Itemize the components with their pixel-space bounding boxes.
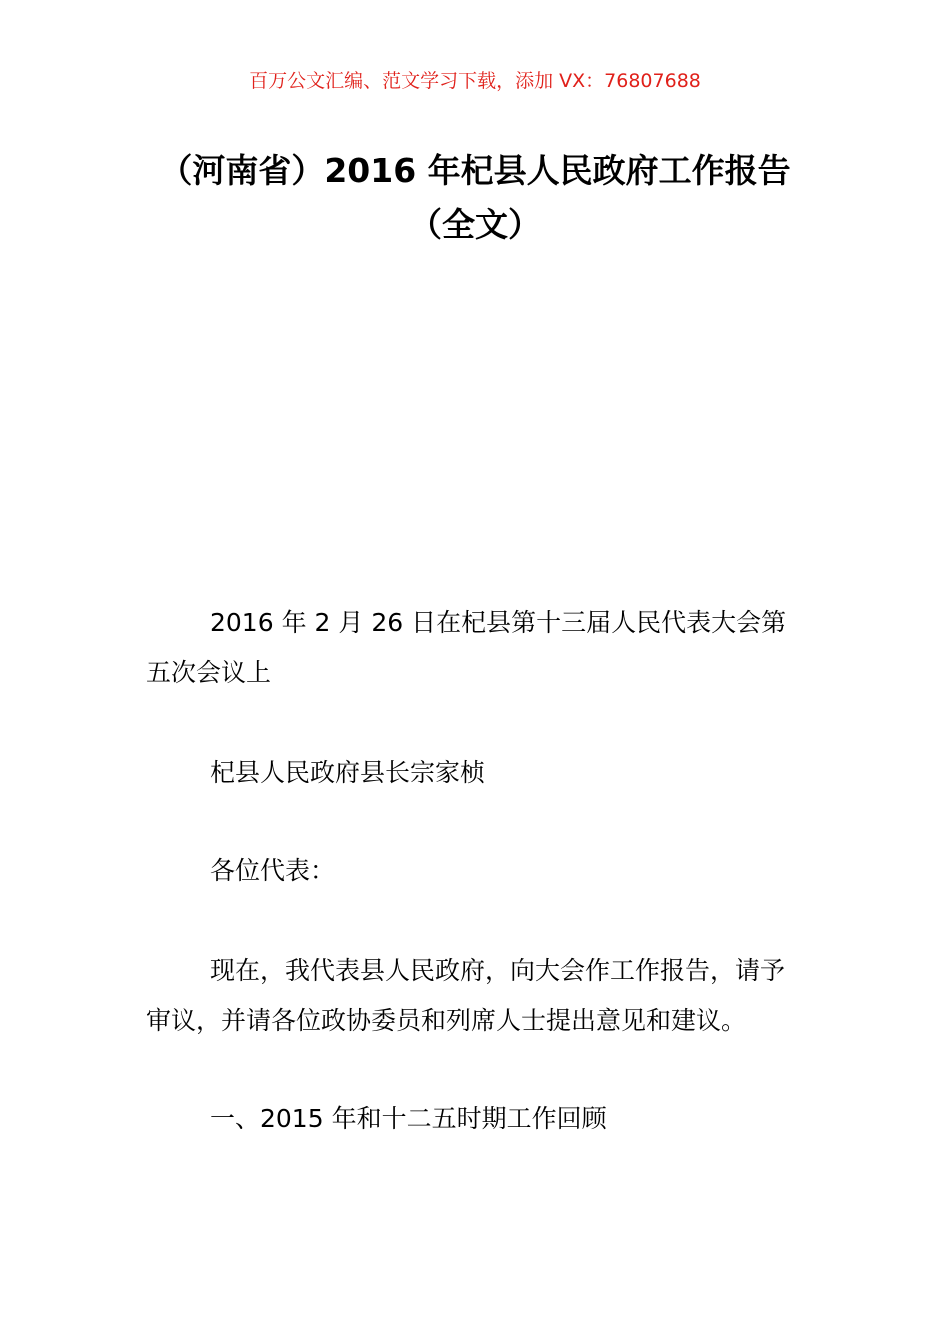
paragraph-line: 杞县人民政府县长宗家桢 [210,758,486,787]
paragraph-line: 2016 年 2 月 26 日在杞县第十三届人民代表大会第 [210,608,787,637]
paragraph-introduction [146,946,810,1046]
header-promo-note: 百万公文汇编、范文学习下载，添加 VX：76807688 [249,70,701,92]
document-title-line-1: （河南省）2016 年杞县人民政府工作报告 [159,151,791,190]
document-title-line-2: （全文） [409,205,541,244]
paragraph-line: 审议，并请各位政协委员和列席人士提出意见和建议。 [146,1006,747,1035]
paragraph-line: 一、2015 年和十二五时期工作回顾 [210,1104,607,1133]
paragraph-line: 各位代表： [210,856,336,885]
section-heading-review [146,1094,810,1144]
paragraph-meeting-date [146,598,810,698]
document-title [120,144,830,252]
paragraph-line: 现在，我代表县人民政府，向大会作工作报告，请予 [210,956,786,985]
paragraph-line: 五次会议上 [146,658,272,687]
paragraph-speaker [146,748,810,798]
paragraph-salutation [146,846,810,896]
